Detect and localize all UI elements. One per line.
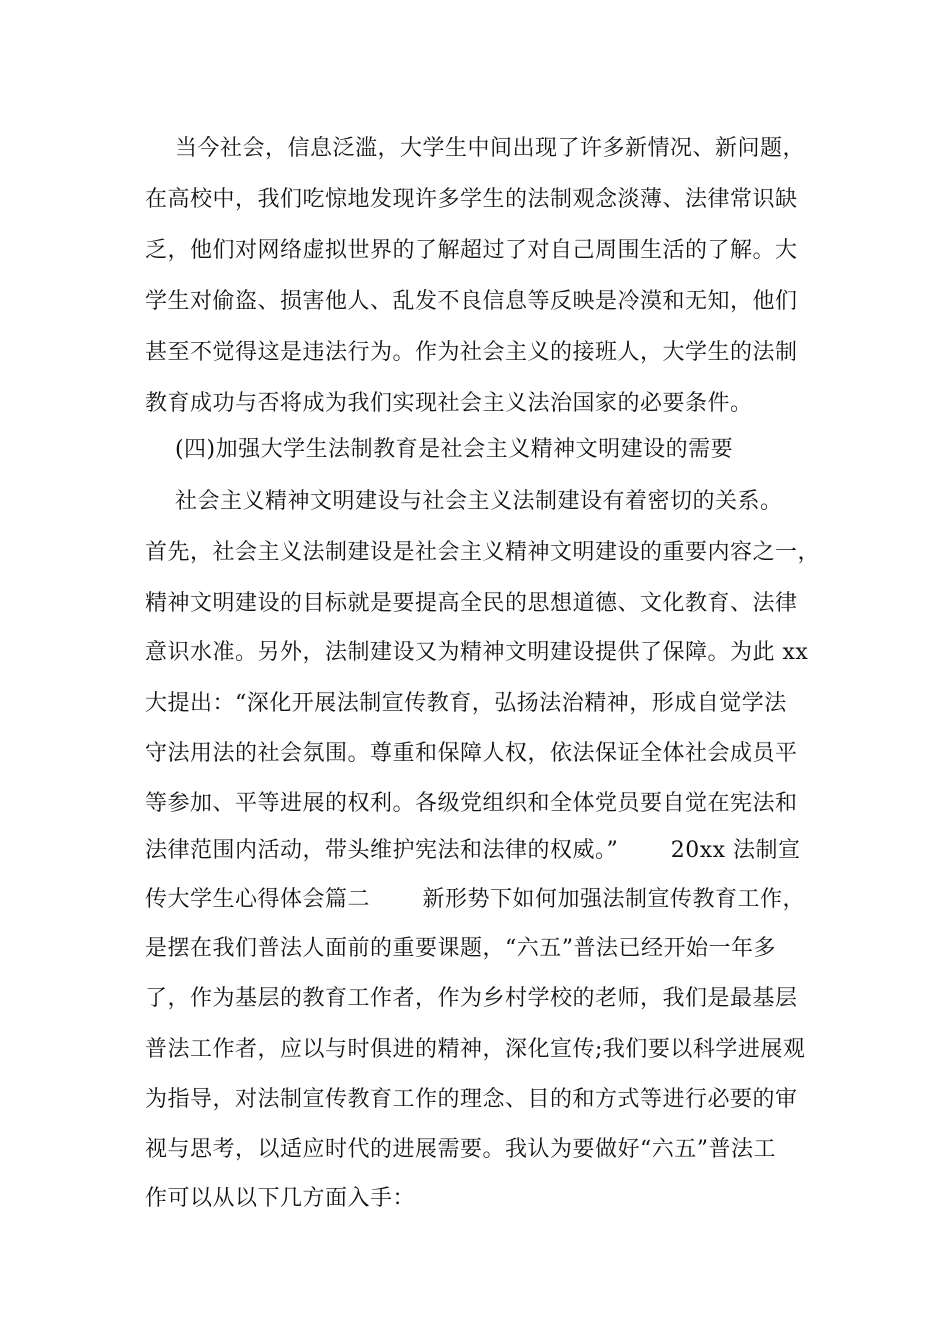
text-line: 学生对偷盗、损害他人、乱发不良信息等反映是冷漠和无知，他们 [145,289,798,314]
text-line: 首先，社会主义法制建设是社会主义精神文明建设的重要内容之一， [145,540,821,565]
text-line: 是摆在我们普法人面前的重要课题，“六五”普法已经开始一年多 [145,936,776,961]
text-line: 普法工作者，应以与时俱进的精神，深化宣传;我们要以科学进展观 [145,1037,806,1062]
section-heading: (四)加强大学生法制教育是社会主义精神文明建设的需要 [145,437,734,462]
text-line: 当今社会，信息泛滥，大学生中间出现了许多新情况、新问题， [145,136,805,161]
text-line: 教育成功与否将成为我们实现社会主义法治国家的必要条件。 [145,391,753,416]
text-line: 甚至不觉得这是违法行为。作为社会主义的接班人，大学生的法制 [145,340,798,365]
text-line: 精神文明建设的目标就是要提高全民的思想道德、文化教育、法律 [145,591,798,616]
text-line: 传大学生心得体会篇二 新形势下如何加强法制宣传教育工作， [145,887,805,912]
text-line: 在高校中，我们吃惊地发现许多学生的法制观念淡薄、法律常识缺 [145,187,798,212]
text-line: 法律范围内活动，带头维护宪法和法律的权威。” 20xx 法制宣 [145,838,801,863]
text-line: 意识水准。另外，法制建设又为精神文明建设提供了保障。为此 xx [145,640,809,665]
text-line: 社会主义精神文明建设与社会主义法制建设有着密切的关系。 [145,489,783,514]
text-line: 大提出：“深化开展法制宣传教育，弘扬法治精神，形成自觉学法 [145,691,787,716]
text-line: 视与思考，以适应时代的进展需要。我认为要做好“六五”普法工 [145,1137,776,1162]
text-line: 等参加、平等进展的权利。各级党组织和全体党员要自觉在宪法和 [145,791,798,816]
text-line: 为指导，对法制宣传教育工作的理念、目的和方式等进行必要的审 [145,1087,798,1112]
text-line: 了，作为基层的教育工作者，作为乡村学校的老师，我们是最基层 [145,986,798,1011]
text-line: 乏，他们对网络虚拟世界的了解超过了对自己周围生活的了解。大 [145,238,798,263]
text-line: 作可以从以下几方面入手： [145,1186,416,1211]
text-line: 守法用法的社会氛围。尊重和保障人权，依法保证全体社会成员平 [145,741,798,766]
